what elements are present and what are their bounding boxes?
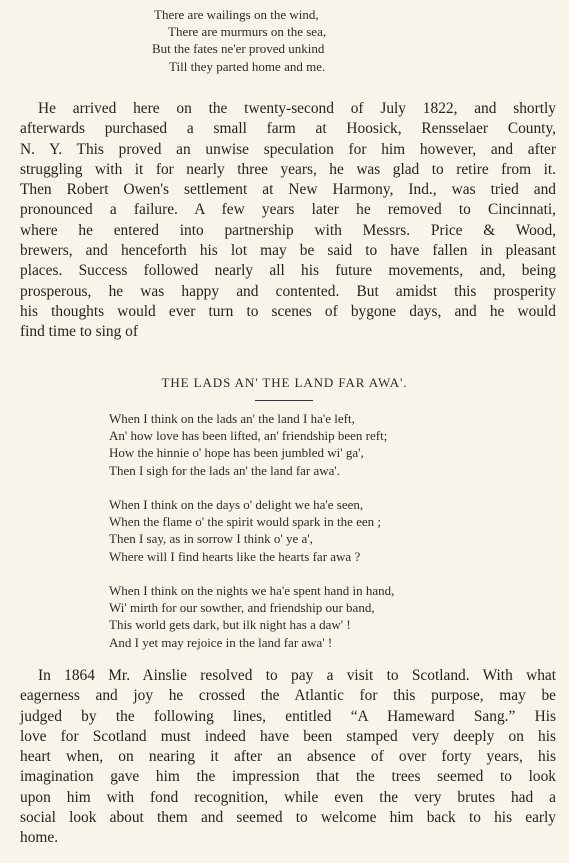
poem-line: When I think on the nights we ha'e spent hand in hand, xyxy=(109,583,395,598)
verse-line: But the fates ne'er proved unkind xyxy=(152,41,325,57)
text-line: upon him with fond recognition, while even the very brutes had a xyxy=(20,788,556,806)
text-line: find time to sing of xyxy=(20,323,138,341)
text-line: places. Success followed nearly all his future movements, and, being xyxy=(20,262,556,280)
poem-stanza xyxy=(109,496,381,565)
text-line: imagination gave him the impression that the trees seemed to look xyxy=(20,768,556,786)
poem-line: This world gets dark, but ilk night has a daw' ! xyxy=(109,617,351,633)
poem-line: When I think on the days o' delight we ha'e seen, xyxy=(109,497,364,512)
text-line: In 1864 Mr. Ainslie resolved to pay a visit to Scotland. With what xyxy=(38,667,556,684)
text-line: N. Y. This proved an unwise speculation for him however, and after xyxy=(20,140,556,158)
opening-verse xyxy=(150,6,326,75)
poem-line: When the flame o' the spirit would spark in the een ; xyxy=(109,514,382,530)
text-line: where he entered into partnership with Messrs. Price & Wood, xyxy=(20,221,556,239)
text-line: home. xyxy=(20,829,59,847)
poem-line: How the hinnie o' hope has been jumbled wi' ga', xyxy=(109,445,364,461)
title-divider xyxy=(255,400,313,401)
text-line: judged by the following lines, entitled “A Hameward Sang.” His xyxy=(20,707,556,725)
poem-line: When I think on the lads an' the land I ha'e left, xyxy=(109,411,355,426)
poem-line: Wi' mirth for our sowther, and friendship our band, xyxy=(109,600,375,616)
text-line: brewers, and henceforth his lot may be said to have fallen in pleasant xyxy=(20,242,556,260)
text-line: pronounced a failure. A few years later he removed to Cincinnati, xyxy=(20,201,556,219)
verse-line: There are wailings on the wind, xyxy=(154,7,319,22)
poem-stanza xyxy=(109,410,387,479)
paragraph-visit xyxy=(20,666,556,849)
poem-line: And I yet may rejoice in the land far awa' ! xyxy=(109,634,333,650)
text-line: He arrived here on the twenty-second of July 1822, and shortly xyxy=(38,100,556,117)
poem-line: Then I say, as in sorrow I think o' ye a', xyxy=(109,531,313,547)
paragraph-arrival xyxy=(20,99,556,343)
verse-line: Till they parted home and me. xyxy=(169,58,326,74)
text-line: afterwards purchased a small farm at Hoosick, Rensselaer County, xyxy=(20,120,556,138)
text-line: love for Scotland must indeed have been stamped very deeply on his xyxy=(20,727,556,745)
poem-line: An' how love has been lifted, an' friendship been reft; xyxy=(109,428,388,444)
text-line: social look about them and seemed to welcome him back to his early xyxy=(20,809,556,827)
verse-line: There are murmurs on the sea, xyxy=(168,24,327,40)
text-line: struggling with it for nearly three years, he was glad to retire from it. xyxy=(20,160,556,178)
poem-title: THE LADS AN' THE LAND FAR AWA'. xyxy=(161,375,408,390)
text-line: heart when, on nearing it after an absence of over forty years, his xyxy=(20,748,556,766)
text-line: eagerness and joy he crossed the Atlantic for this purpose, may be xyxy=(20,687,556,705)
text-line: prosperous, he was happy and contented. But amidst this prosperity xyxy=(20,282,556,300)
text-line: his thoughts would ever turn to scenes of bygone days, and he would xyxy=(20,302,556,320)
poem-line: Where will I find hearts like the hearts far awa ? xyxy=(109,548,361,564)
poem-stanza xyxy=(109,582,394,651)
poem-line: Then I sigh for the lads an' the land far awa'. xyxy=(109,462,341,478)
text-line: Then Robert Owen's settlement at New Harmony, Ind., was tried and xyxy=(20,181,556,199)
